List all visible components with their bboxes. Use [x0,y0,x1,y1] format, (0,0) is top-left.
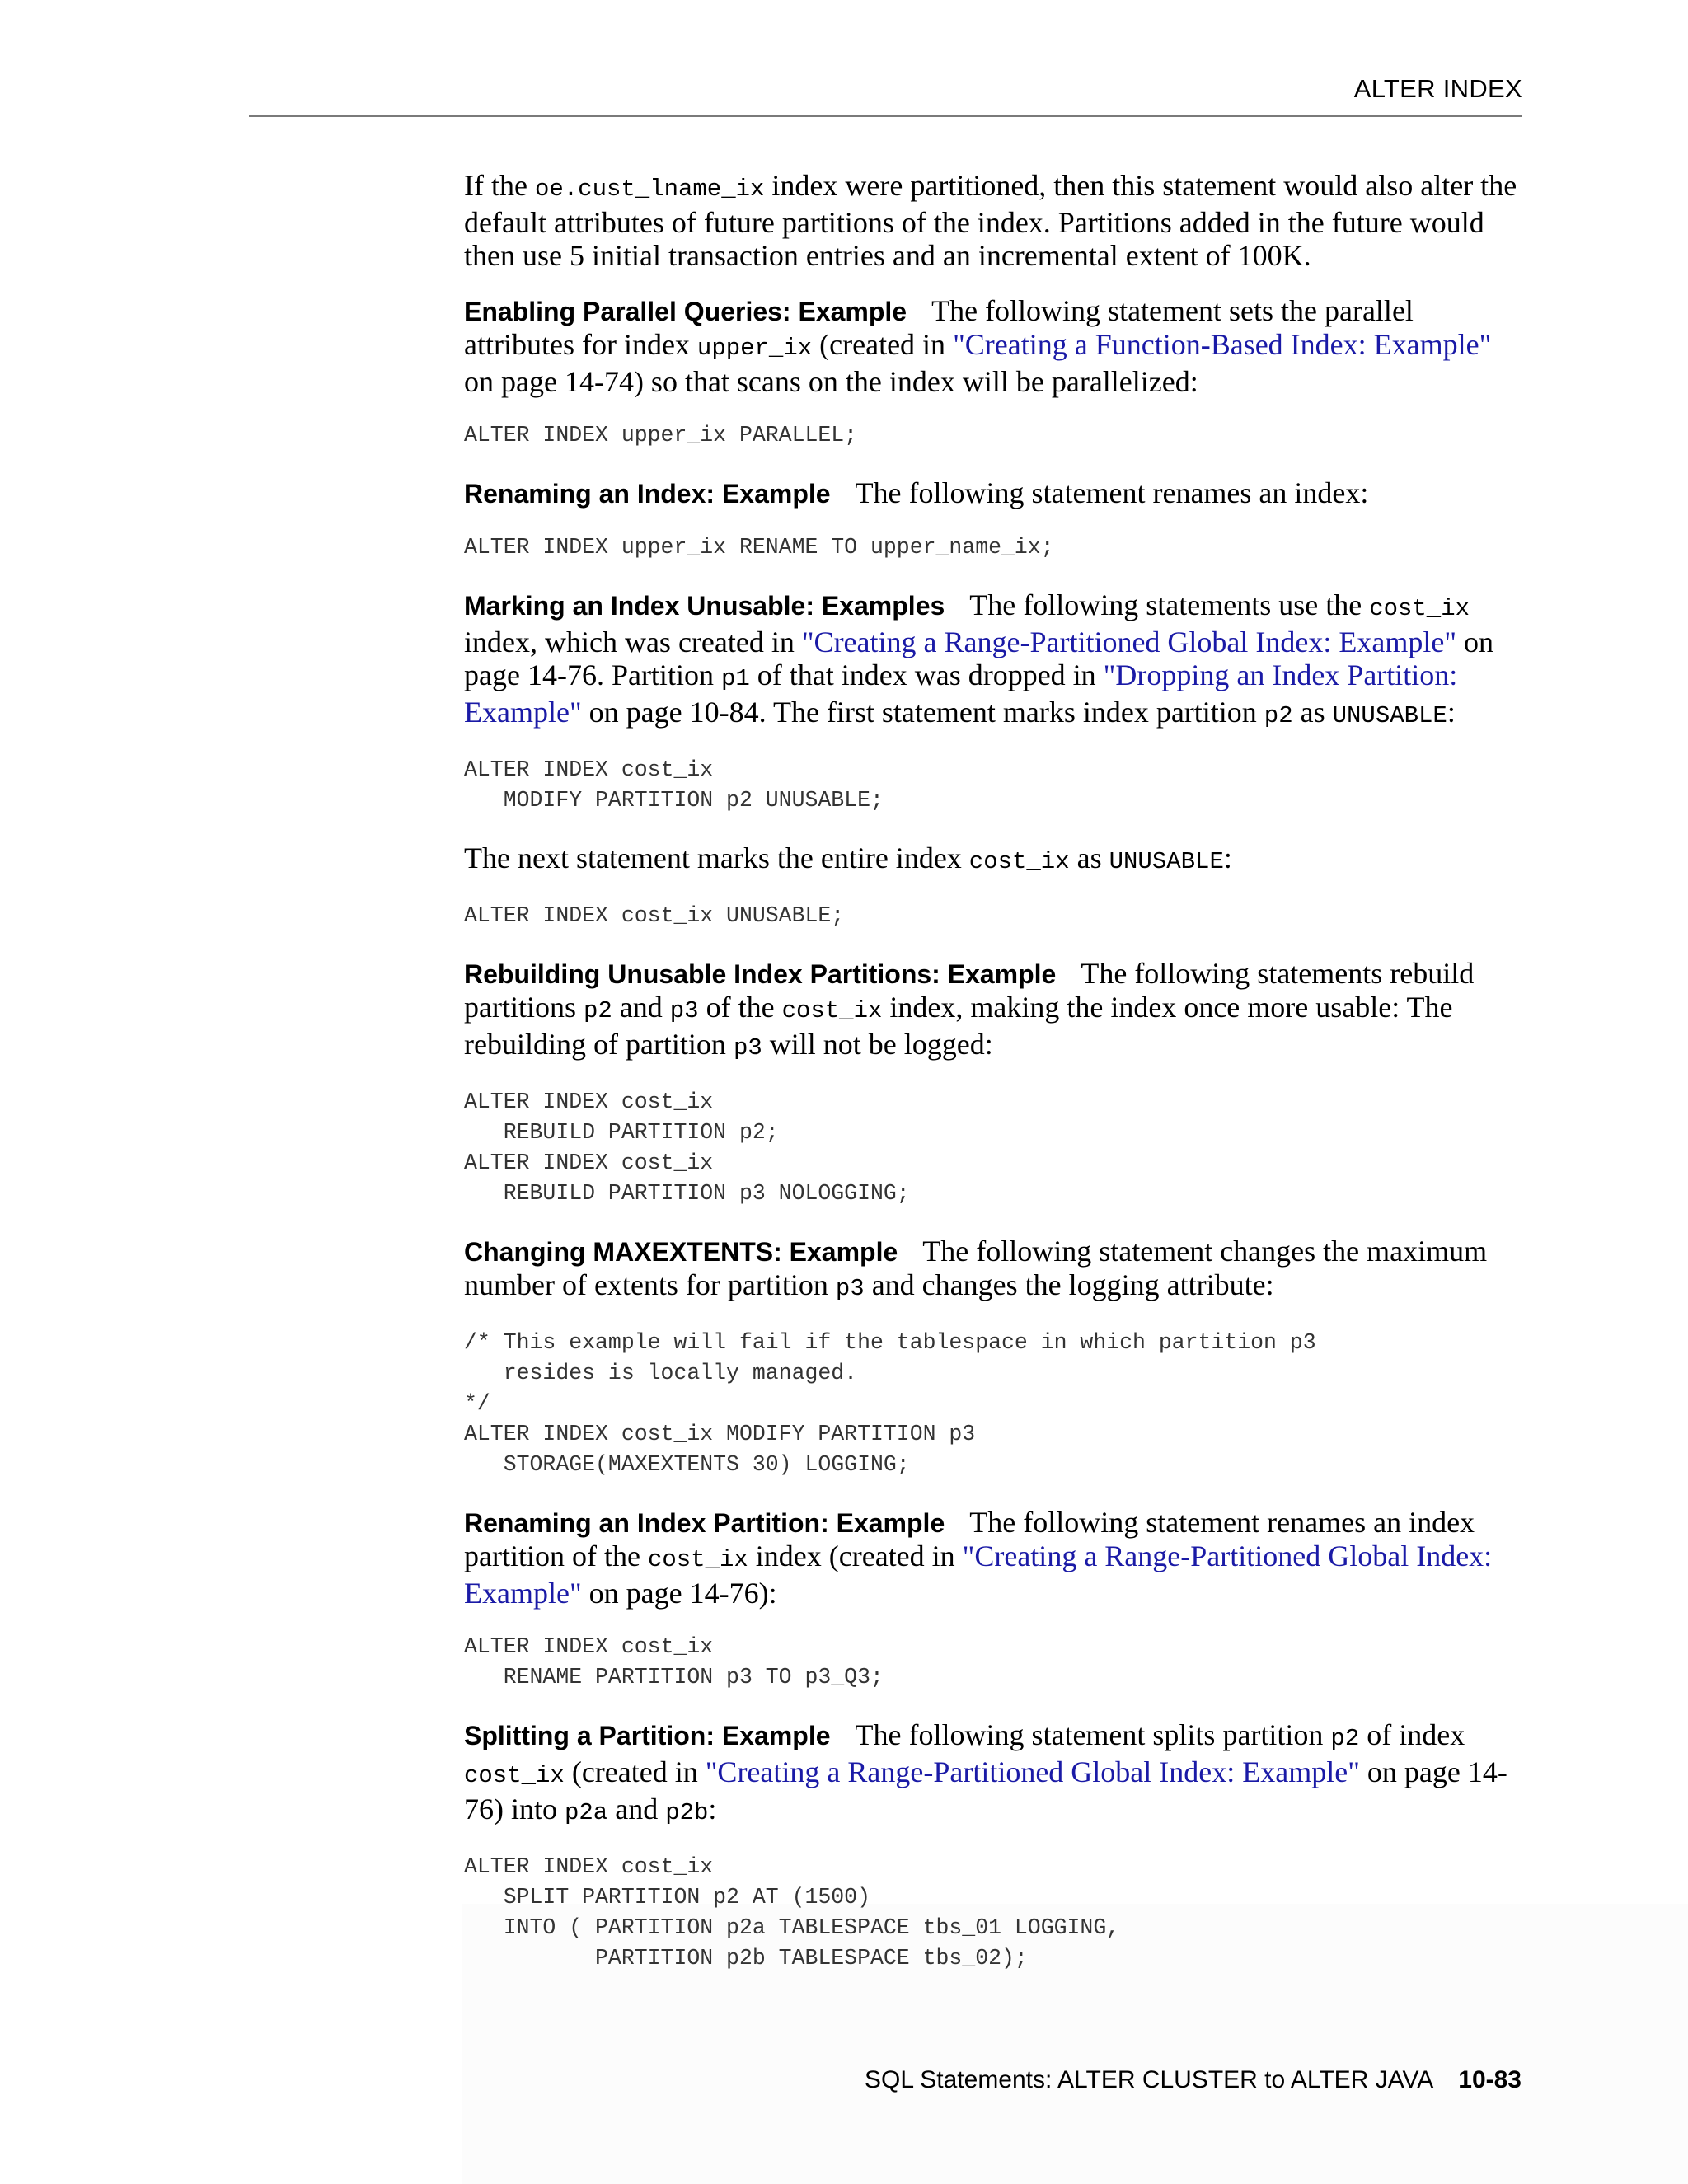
inline-code: p2b [665,1799,709,1826]
inline-code: p2 [583,997,612,1024]
section-heading: Renaming an Index Partition: Example [464,1508,945,1538]
inline-code: p2 [1264,702,1293,729]
section-splitting-partition: Splitting a Partition: Example The following statement splits partition p2 of index cost_ix (created in "Creating a Range-Partitioned Global Index: Example" on page 14-76) into p2a and p2b: [464,1718,1507,1826]
inline-code: p2a [565,1799,608,1826]
section-renaming-partition: Renaming an Index Partition: Example The following statement renames an index partition of the cost_ix index (created in "Creating a Range-Partitioned Global Index: Example" on page 14-76): [464,1506,1493,1610]
code-block: ALTER INDEX cost_ix RENAME PARTITION p3 TO p3_Q3; [464,1634,884,1690]
running-footer [865,2066,1522,2094]
inline-code: p3 [835,1275,865,1302]
inline-code: p1 [720,665,750,692]
header-rule [249,115,1522,117]
inline-code: p2 [1330,1725,1360,1752]
section-heading: Changing MAXEXTENTS: Example [464,1237,898,1267]
section-marking-unusable: Marking an Index Unusable: Examples The following statements use the cost_ix index, which was created in "Creating a Range-Partitioned Global Index: Example" on page 14-76. Partition p1 of that index was dropped in "Dropping an Index Partition: Example" on page 10-84. The first statement marks index partition p2 as UNUSABLE: [464,588,1494,729]
section-heading: Rebuilding Unusable Index Partitions: Example [464,959,1057,989]
section-heading: Renaming an Index: Example [464,479,831,509]
inline-code: UNUSABLE [1109,848,1224,875]
cross-reference-link[interactable]: "Creating a Function-Based Index: Example" [953,328,1492,361]
page-number: 10-83 [1458,2066,1522,2093]
code-block: /* This example will fail if the tablespace in which partition p3 resides is locally managed. */ ALTER INDEX cost_ix MODIFY PARTITION p3 STORAGE(MAXEXTENTS 30) LOGGING; [464,1330,1316,1477]
running-header: ALTER INDEX [1353,74,1522,103]
inline-code: cost_ix [647,1546,748,1573]
footer-title: SQL Statements: ALTER CLUSTER to ALTER JAVA [865,2066,1434,2093]
inline-code: p3 [733,1034,762,1062]
section-enabling-parallel: Enabling Parallel Queries: Example The following statement sets the parallel attributes for index upper_ix (created in "Creating a Function-Based Index: Example" on page 14-74) so that scans on the index will be parallelized: [464,294,1492,398]
section-renaming-index: Renaming an Index: Example The following statement renames an index: [464,476,1369,509]
cross-reference-link[interactable]: "Dropping an Index Partition: Example" [464,658,1458,729]
paragraph-next-statement: The next statement marks the entire index cost_ix as UNUSABLE: [464,841,1232,875]
code-block: ALTER INDEX cost_ix SPLIT PARTITION p2 AT (1500) INTO ( PARTITION p2a TABLESPACE tbs_01 LOGGING, PARTITION p2b TABLESPACE tbs_02); [464,1854,1120,1971]
main-content [464,169,1523,1999]
section-heading: Enabling Parallel Queries: Example [464,297,907,326]
inline-code: cost_ix [781,997,883,1024]
inline-code: cost_ix [968,848,1070,875]
inline-code: oe.cust_lname_ix [534,176,765,203]
code-block: ALTER INDEX cost_ix UNUSABLE; [464,903,845,928]
cross-reference-link[interactable]: "Creating a Range-Partitioned Global Index: Example" [464,1540,1493,1610]
code-block: ALTER INDEX cost_ix MODIFY PARTITION p2 UNUSABLE; [464,757,884,813]
section-changing-maxextents: Changing MAXEXTENTS: Example The following statement changes the maximum number of extents for partition p3 and changes the logging attribute: [464,1235,1488,1302]
cross-reference-link[interactable]: "Creating a Range-Partitioned Global Index: Example" [801,626,1457,658]
section-heading: Marking an Index Unusable: Examples [464,591,945,621]
code-block: ALTER INDEX cost_ix REBUILD PARTITION p2; ALTER INDEX cost_ix REBUILD PARTITION p3 NOLOGGING; [464,1090,910,1206]
cross-reference-link[interactable]: "Creating a Range-Partitioned Global Index: Example" [705,1755,1360,1788]
section-rebuilding-partitions: Rebuilding Unusable Index Partitions: Example The following statements rebuild partitions p2 and p3 of the cost_ix index, making the index once more usable: The rebuilding of partition p3 will not be logged: [464,957,1475,1062]
inline-code: cost_ix [1369,595,1470,622]
intro-paragraph: If the oe.cust_lname_ix index were partitioned, then this statement would also alter the default attributes of future partitions of the index. Partitions added in the future would then use 5 initial transaction entries and an incremental extent of 100K. [464,169,1517,272]
code-block: ALTER INDEX upper_ix PARALLEL; [464,423,858,448]
inline-code: upper_ix [696,335,813,362]
inline-code: UNUSABLE [1332,702,1447,729]
code-block: ALTER INDEX upper_ix RENAME TO upper_name_ix; [464,535,1054,560]
inline-code: p3 [669,997,699,1024]
inline-code: cost_ix [464,1762,565,1789]
section-heading: Splitting a Partition: Example [464,1721,831,1750]
